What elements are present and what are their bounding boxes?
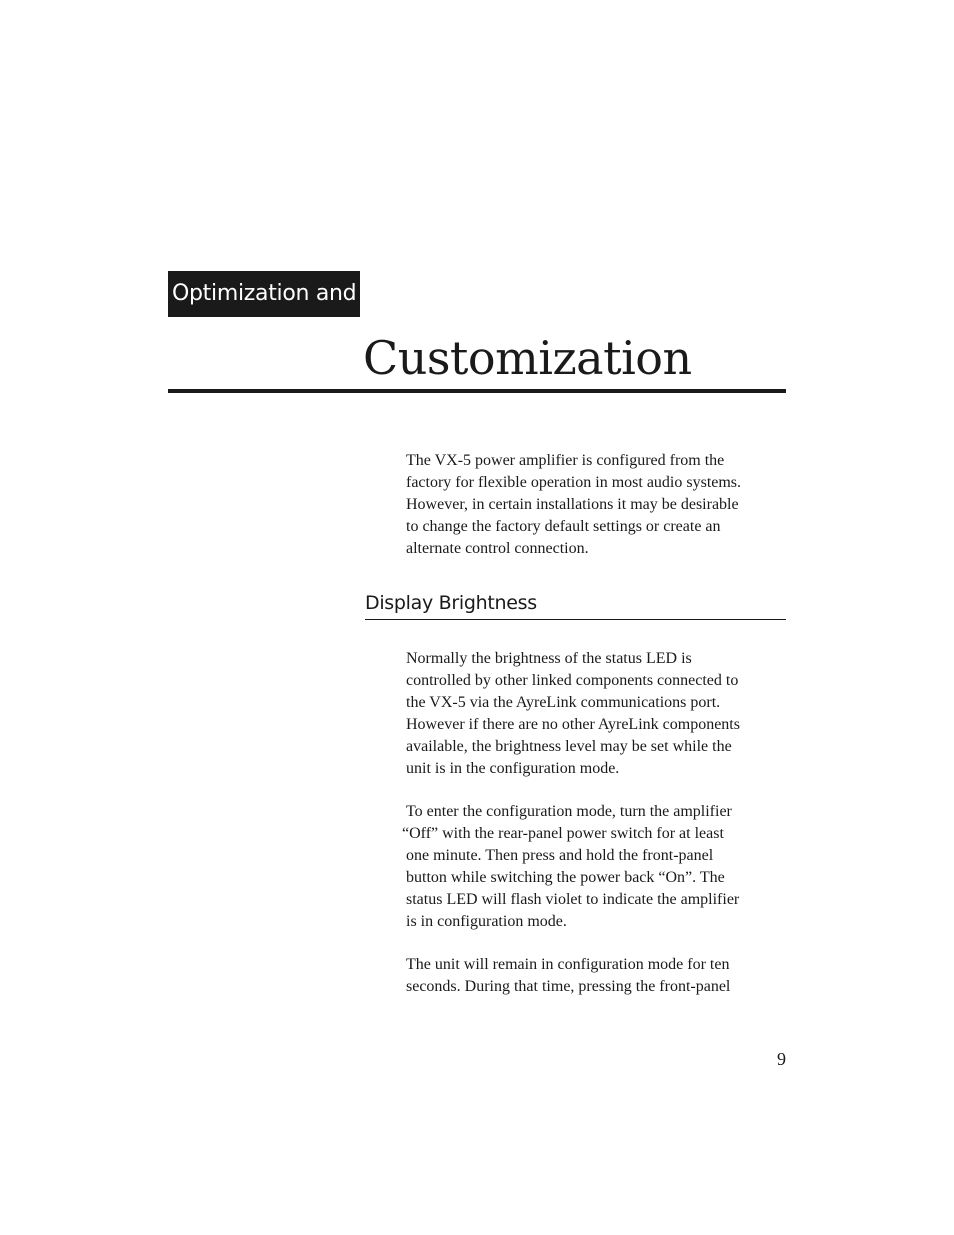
text-line: The unit will remain in configuration mode for ten — [406, 956, 730, 973]
text-line: available, the brightness level may be set while the — [406, 738, 732, 755]
page-number: 9 — [777, 1049, 786, 1069]
text-line: status LED will flash violet to indicate the amplifier — [406, 891, 740, 908]
text-line: is in configuration mode. — [406, 913, 567, 930]
text-line: Normally the brightness of the status LED is — [406, 650, 692, 667]
chapter-title: Customization — [363, 331, 692, 385]
text-line: unit is in the configuration mode. — [406, 760, 620, 777]
chapter-label: Optimization and — [168, 271, 360, 317]
text-line: factory for flexible operation in most audio systems. — [406, 474, 742, 491]
body-paragraph — [406, 954, 788, 998]
text-line: controlled by other linked components connected to — [406, 672, 739, 689]
text-line: However, in certain installations it may be desirable — [406, 496, 739, 513]
text-line: To enter the configuration mode, turn the amplifier — [406, 803, 732, 820]
text-line: The VX-5 power amplifier is configured from the — [406, 452, 725, 469]
text-line: seconds. During that time, pressing the front-panel — [406, 978, 731, 995]
intro-paragraph — [406, 450, 788, 560]
text-line: “Off” with the rear-panel power switch for at least — [402, 825, 724, 842]
body-paragraph — [402, 801, 788, 933]
text-line: alternate control connection. — [406, 540, 589, 557]
text-line: the VX-5 via the AyreLink communications port. — [406, 694, 721, 711]
body-paragraph — [406, 648, 788, 780]
text-line: However if there are no other AyreLink components — [406, 716, 740, 733]
text-line: button while switching the power back “On”. The — [406, 869, 725, 886]
text-line: one minute. Then press and hold the front-panel — [406, 847, 714, 864]
section-heading: Display Brightness — [365, 592, 537, 614]
title-rule — [168, 389, 786, 393]
section-rule — [365, 619, 786, 620]
text-line: to change the factory default settings or create an — [406, 518, 721, 535]
